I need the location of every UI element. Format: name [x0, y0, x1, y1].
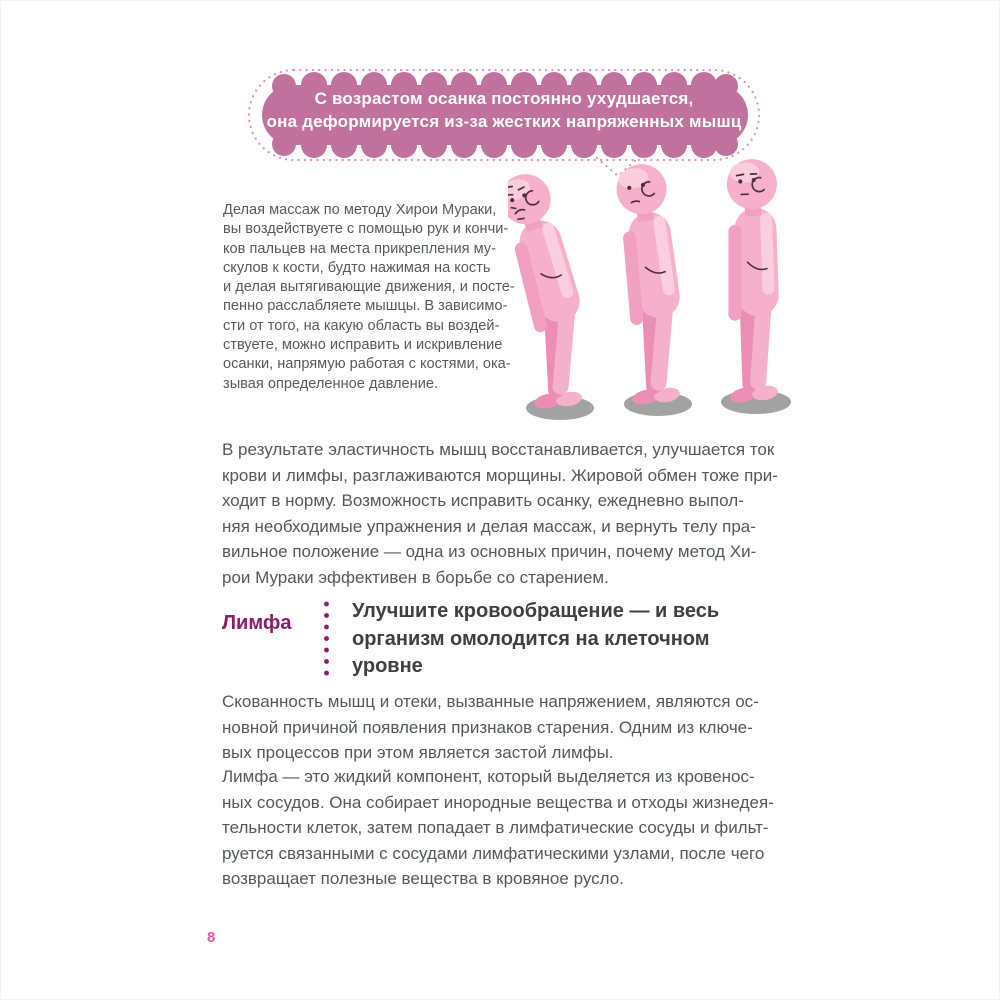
page-number: 8 — [207, 929, 216, 946]
section-heading: Улучшите кровообращение — и весь организм омолодится на клеточном уровне — [352, 600, 720, 677]
section-header — [222, 597, 719, 681]
dotted-divider — [322, 599, 331, 679]
body-paragraph-1: В результате эластичность мышц восстанавливается, улучшается ток крови и лимфы, разглаживаются морщины. Жировой обмен тоже при- ходит в норму. Возможность исправить осанку, ежедневно выпол- няя необходимые упражнения и делая массаж, и вернуть телу пра- вильное положение — одна из основных причин, почему метод Хи- рои Мураки эффективен в борьбе со старением. — [222, 440, 778, 587]
bubble-text-line2: она деформируется из-за жестких напряженных мышц — [266, 112, 742, 131]
intro-paragraph: Делая массаж по методу Хирои Мураки, вы воздействуете с помощью рук и кончи- ков пальцев на места прикрепления му- скулов к кости, будто нажимая на кость и делая вытягивающие движения, и посте- пенно расслабляете мышцы. В зависимо- сти от того, на какую область вы воздей- ствуете, можно исправить и искривление осанки, напрямую работая с костями, ока- зывая определенное давление. — [223, 202, 515, 392]
section-label: Лимфа — [222, 612, 292, 634]
posture-figures-illustration — [508, 148, 808, 423]
bubble-text-line1: С возрастом осанка постоянно ухудшается, — [314, 89, 694, 108]
body-paragraph-3: Лимфа — это жидкий компонент, который выделяется из кровенос- ных сосудов. Она собирает инородные вещества и отходы жизнедея- тельности клеток, затем попадает в лимфатические сосуды и фильт- руется связанными с сосудами лимфатическими узлами, после чего возвращает полезные вещества в кровяное русло. — [222, 767, 774, 889]
upright-figure — [721, 158, 791, 414]
body-paragraph-2: Скованность мышц и отеки, вызванные напряжением, являются ос- новной причиной появления признаков старения. Одним из ключе- вых процессов при этом является застой лимфы. — [222, 692, 759, 763]
stooped-figure — [609, 161, 692, 416]
bubble-text — [250, 87, 758, 133]
